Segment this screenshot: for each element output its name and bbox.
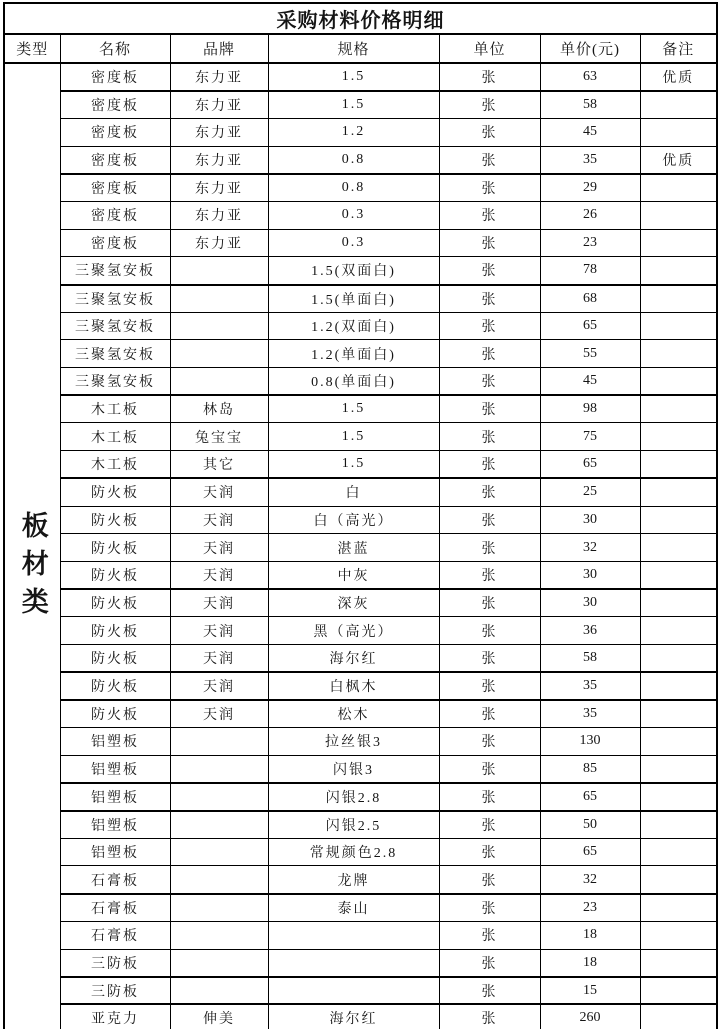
cell-spec: 0.3 (268, 201, 439, 229)
cell-brand: 东力亚 (170, 229, 268, 257)
cell-name: 铝塑板 (60, 728, 170, 756)
table-row (4, 700, 717, 728)
table-row (4, 423, 717, 451)
cell-spec: 湛蓝 (268, 534, 439, 562)
cell-brand (170, 921, 268, 949)
cell-note (640, 672, 717, 700)
col-header-type: 类型 (4, 34, 60, 63)
cell-unit: 张 (439, 395, 540, 423)
cell-price: 98 (540, 395, 640, 423)
table-row (4, 91, 717, 119)
cell-unit: 张 (439, 257, 540, 285)
table-row (4, 451, 717, 479)
table-row (4, 728, 717, 756)
table-row (4, 811, 717, 839)
cell-note (640, 229, 717, 257)
cell-name: 三防板 (60, 949, 170, 977)
cell-spec: 1.2(单面白) (268, 340, 439, 368)
cell-name: 密度板 (60, 201, 170, 229)
cell-price: 260 (540, 1004, 640, 1029)
cell-name: 防火板 (60, 644, 170, 672)
cell-name: 防火板 (60, 478, 170, 506)
cell-unit: 张 (439, 644, 540, 672)
cell-spec: 黑（高光） (268, 617, 439, 645)
cell-brand (170, 838, 268, 866)
cell-price: 23 (540, 894, 640, 922)
cell-price: 18 (540, 949, 640, 977)
cell-price: 65 (540, 451, 640, 479)
cell-unit: 张 (439, 146, 540, 174)
table-row (4, 617, 717, 645)
cell-spec: 0.8 (268, 146, 439, 174)
cell-name: 密度板 (60, 146, 170, 174)
cell-spec: 1.5 (268, 423, 439, 451)
cell-brand (170, 783, 268, 811)
cell-name: 密度板 (60, 229, 170, 257)
cell-name: 密度板 (60, 91, 170, 119)
cell-price: 63 (540, 63, 640, 91)
cell-brand: 其它 (170, 451, 268, 479)
cell-price: 25 (540, 478, 640, 506)
cell-price: 29 (540, 174, 640, 202)
title-row (4, 3, 717, 34)
cell-spec: 白（高光） (268, 506, 439, 534)
cell-brand (170, 755, 268, 783)
table-row (4, 395, 717, 423)
cell-spec: 深灰 (268, 589, 439, 617)
cell-price: 35 (540, 672, 640, 700)
table-row (4, 561, 717, 589)
cell-spec: 泰山 (268, 894, 439, 922)
table-row (4, 921, 717, 949)
cell-unit: 张 (439, 201, 540, 229)
cell-note (640, 201, 717, 229)
cell-spec: 龙牌 (268, 866, 439, 894)
table-row (4, 229, 717, 257)
cell-spec: 松木 (268, 700, 439, 728)
table-row (4, 534, 717, 562)
table-row (4, 1004, 717, 1029)
cell-price: 32 (540, 866, 640, 894)
cell-brand: 天润 (170, 478, 268, 506)
cell-unit: 张 (439, 340, 540, 368)
cell-price: 32 (540, 534, 640, 562)
cell-note (640, 506, 717, 534)
cell-note (640, 285, 717, 313)
cell-spec: 1.5(双面白) (268, 257, 439, 285)
table-row (4, 368, 717, 396)
cell-note (640, 838, 717, 866)
cell-price: 30 (540, 589, 640, 617)
table-row (4, 201, 717, 229)
cell-price: 18 (540, 921, 640, 949)
table-row (4, 644, 717, 672)
table-row (4, 838, 717, 866)
cell-note (640, 561, 717, 589)
cell-brand (170, 977, 268, 1005)
cell-name: 密度板 (60, 118, 170, 146)
table-row (4, 146, 717, 174)
cell-brand (170, 811, 268, 839)
cell-unit: 张 (439, 894, 540, 922)
cell-note (640, 644, 717, 672)
col-header-name: 名称 (60, 34, 170, 63)
cell-spec: 0.3 (268, 229, 439, 257)
cell-brand: 天润 (170, 561, 268, 589)
cell-brand: 天润 (170, 534, 268, 562)
cell-price: 23 (540, 229, 640, 257)
table-row (4, 478, 717, 506)
cell-note (640, 118, 717, 146)
cell-note (640, 700, 717, 728)
cell-price: 65 (540, 783, 640, 811)
cell-note: 优质 (640, 63, 717, 91)
cell-spec: 海尔红 (268, 1004, 439, 1029)
cell-note (640, 451, 717, 479)
cell-price: 85 (540, 755, 640, 783)
table-row (4, 589, 717, 617)
cell-unit: 张 (439, 921, 540, 949)
table-row (4, 340, 717, 368)
cell-unit: 张 (439, 368, 540, 396)
cell-price: 50 (540, 811, 640, 839)
cell-price: 130 (540, 728, 640, 756)
cell-price: 35 (540, 146, 640, 174)
cell-name: 石膏板 (60, 921, 170, 949)
cell-brand: 天润 (170, 672, 268, 700)
cell-unit: 张 (439, 63, 540, 91)
cell-price: 45 (540, 368, 640, 396)
cell-note (640, 728, 717, 756)
cell-price: 68 (540, 285, 640, 313)
cell-unit: 张 (439, 977, 540, 1005)
cell-spec: 闪银2.8 (268, 783, 439, 811)
cell-unit: 张 (439, 506, 540, 534)
cell-note (640, 755, 717, 783)
cell-price: 26 (540, 201, 640, 229)
table-row (4, 312, 717, 340)
cell-brand: 兔宝宝 (170, 423, 268, 451)
table-row (4, 977, 717, 1005)
table-row (4, 783, 717, 811)
cell-name: 三聚氢安板 (60, 257, 170, 285)
cell-name: 三聚氢安板 (60, 285, 170, 313)
cell-price: 58 (540, 91, 640, 119)
price-table (3, 2, 718, 1029)
cell-price: 55 (540, 340, 640, 368)
cell-name: 三防板 (60, 977, 170, 1005)
table-row (4, 866, 717, 894)
cell-spec: 1.5(单面白) (268, 285, 439, 313)
category-cell (4, 63, 60, 1029)
cell-name: 密度板 (60, 174, 170, 202)
cell-unit: 张 (439, 285, 540, 313)
cell-name: 木工板 (60, 423, 170, 451)
cell-price: 15 (540, 977, 640, 1005)
cell-spec (268, 921, 439, 949)
cell-brand (170, 949, 268, 977)
cell-name: 石膏板 (60, 866, 170, 894)
cell-unit: 张 (439, 728, 540, 756)
cell-brand: 天润 (170, 589, 268, 617)
cell-unit: 张 (439, 783, 540, 811)
cell-name: 防火板 (60, 589, 170, 617)
cell-brand: 东力亚 (170, 63, 268, 91)
cell-unit: 张 (439, 561, 540, 589)
cell-name: 铝塑板 (60, 783, 170, 811)
cell-note (640, 894, 717, 922)
cell-unit: 张 (439, 811, 540, 839)
cell-brand: 东力亚 (170, 91, 268, 119)
cell-unit: 张 (439, 1004, 540, 1029)
table-row (4, 949, 717, 977)
cell-price: 36 (540, 617, 640, 645)
cell-brand: 东力亚 (170, 201, 268, 229)
cell-spec: 拉丝银3 (268, 728, 439, 756)
cell-price: 75 (540, 423, 640, 451)
cell-unit: 张 (439, 451, 540, 479)
cell-brand (170, 728, 268, 756)
cell-unit: 张 (439, 478, 540, 506)
cell-spec: 1.2(双面白) (268, 312, 439, 340)
table-row (4, 894, 717, 922)
cell-spec: 0.8 (268, 174, 439, 202)
cell-brand: 东力亚 (170, 174, 268, 202)
cell-name: 木工板 (60, 451, 170, 479)
cell-brand (170, 866, 268, 894)
table-row (4, 257, 717, 285)
cell-unit: 张 (439, 229, 540, 257)
cell-spec: 1.5 (268, 63, 439, 91)
col-header-note: 备注 (640, 34, 717, 63)
cell-price: 45 (540, 118, 640, 146)
cell-name: 三聚氢安板 (60, 340, 170, 368)
cell-spec (268, 977, 439, 1005)
cell-brand: 伸美 (170, 1004, 268, 1029)
cell-price: 65 (540, 838, 640, 866)
cell-unit: 张 (439, 423, 540, 451)
cell-name: 防火板 (60, 561, 170, 589)
cell-note (640, 617, 717, 645)
cell-spec: 1.2 (268, 118, 439, 146)
cell-brand (170, 894, 268, 922)
cell-note (640, 811, 717, 839)
cell-spec: 中灰 (268, 561, 439, 589)
col-header-spec: 规格 (268, 34, 439, 63)
cell-name: 防火板 (60, 506, 170, 534)
cell-brand (170, 257, 268, 285)
cell-brand (170, 312, 268, 340)
cell-unit: 张 (439, 949, 540, 977)
cell-brand: 林岛 (170, 395, 268, 423)
cell-name: 铝塑板 (60, 811, 170, 839)
cell-note (640, 368, 717, 396)
cell-brand: 天润 (170, 617, 268, 645)
cell-spec: 1.5 (268, 395, 439, 423)
cell-unit: 张 (439, 672, 540, 700)
cell-brand (170, 285, 268, 313)
cell-note (640, 174, 717, 202)
cell-brand: 东力亚 (170, 146, 268, 174)
cell-name: 亚克力 (60, 1004, 170, 1029)
cell-price: 30 (540, 561, 640, 589)
cell-name: 防火板 (60, 617, 170, 645)
cell-spec: 1.5 (268, 91, 439, 119)
cell-note: 优质 (640, 146, 717, 174)
cell-note (640, 783, 717, 811)
cell-brand (170, 340, 268, 368)
category-label: 板材类 (17, 510, 48, 625)
cell-name: 三聚氢安板 (60, 312, 170, 340)
cell-price: 30 (540, 506, 640, 534)
cell-brand: 东力亚 (170, 118, 268, 146)
cell-spec: 闪银2.5 (268, 811, 439, 839)
cell-name: 密度板 (60, 63, 170, 91)
cell-name: 石膏板 (60, 894, 170, 922)
cell-spec (268, 949, 439, 977)
cell-brand (170, 368, 268, 396)
cell-spec: 闪银3 (268, 755, 439, 783)
cell-name: 铝塑板 (60, 755, 170, 783)
cell-name: 防火板 (60, 700, 170, 728)
cell-price: 58 (540, 644, 640, 672)
cell-note (640, 423, 717, 451)
cell-note (640, 91, 717, 119)
cell-note (640, 395, 717, 423)
table-row (4, 672, 717, 700)
cell-name: 防火板 (60, 672, 170, 700)
cell-brand: 天润 (170, 506, 268, 534)
table-body (4, 3, 717, 1029)
cell-spec: 1.5 (268, 451, 439, 479)
cell-spec: 海尔红 (268, 644, 439, 672)
table-row (4, 174, 717, 202)
cell-spec: 白枫木 (268, 672, 439, 700)
cell-note (640, 1004, 717, 1029)
cell-unit: 张 (439, 866, 540, 894)
cell-note (640, 949, 717, 977)
cell-unit: 张 (439, 617, 540, 645)
sheet-title: 采购材料价格明细 (4, 3, 717, 34)
cell-note (640, 977, 717, 1005)
cell-note (640, 478, 717, 506)
cell-note (640, 312, 717, 340)
cell-brand: 天润 (170, 644, 268, 672)
cell-brand: 天润 (170, 700, 268, 728)
cell-unit: 张 (439, 174, 540, 202)
table-row (4, 755, 717, 783)
cell-note (640, 921, 717, 949)
col-header-price: 单价(元) (540, 34, 640, 63)
cell-spec: 白 (268, 478, 439, 506)
cell-spec: 0.8(单面白) (268, 368, 439, 396)
header-row (4, 34, 717, 63)
cell-unit: 张 (439, 534, 540, 562)
cell-price: 78 (540, 257, 640, 285)
cell-price: 65 (540, 312, 640, 340)
cell-spec: 常规颜色2.8 (268, 838, 439, 866)
col-header-brand: 品牌 (170, 34, 268, 63)
cell-note (640, 257, 717, 285)
cell-note (640, 589, 717, 617)
cell-unit: 张 (439, 118, 540, 146)
table-row (4, 118, 717, 146)
cell-note (640, 534, 717, 562)
table-row (4, 63, 717, 91)
cell-unit: 张 (439, 589, 540, 617)
cell-name: 防火板 (60, 534, 170, 562)
cell-name: 三聚氢安板 (60, 368, 170, 396)
col-header-unit: 单位 (439, 34, 540, 63)
cell-unit: 张 (439, 700, 540, 728)
cell-price: 35 (540, 700, 640, 728)
cell-name: 木工板 (60, 395, 170, 423)
cell-note (640, 340, 717, 368)
table-row (4, 506, 717, 534)
cell-name: 铝塑板 (60, 838, 170, 866)
table-row (4, 285, 717, 313)
cell-note (640, 866, 717, 894)
cell-unit: 张 (439, 91, 540, 119)
cell-unit: 张 (439, 312, 540, 340)
cell-unit: 张 (439, 755, 540, 783)
cell-unit: 张 (439, 838, 540, 866)
